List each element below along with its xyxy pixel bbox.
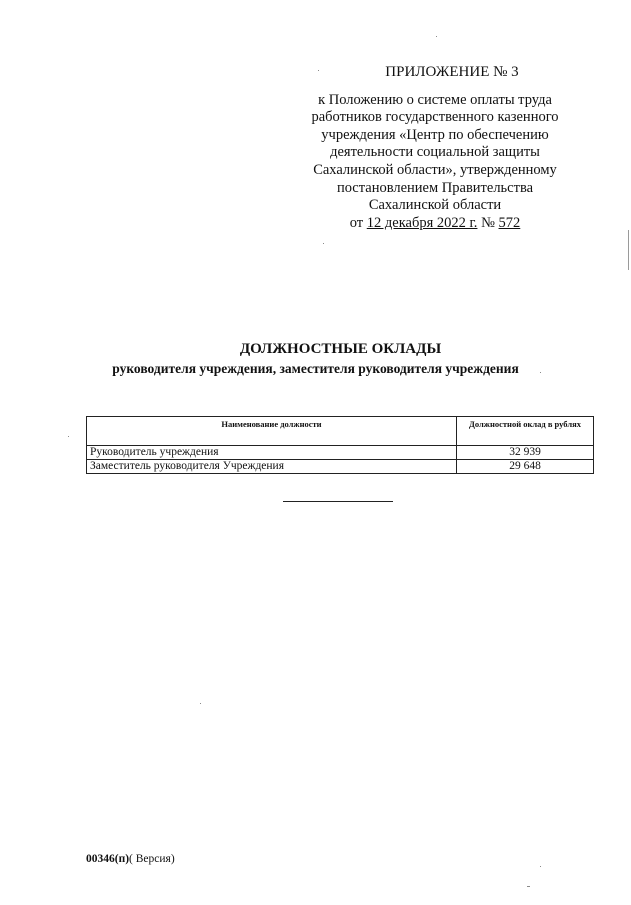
approval-date: 12 декабря 2022 г. xyxy=(366,214,478,231)
annex-line: постановлением Правительства xyxy=(336,179,534,196)
annex-line: учреждения «Центр по обеспечению xyxy=(321,126,549,143)
document-version: ( Версия) xyxy=(129,853,175,865)
document-heading xyxy=(0,340,631,377)
position-cell: Руководитель учреждения xyxy=(87,446,457,460)
annex-title: ПРИЛОЖЕНИЕ № 3 xyxy=(385,64,519,80)
document-code xyxy=(86,853,175,865)
scan-speck xyxy=(323,243,324,244)
annex-line: работников государственного казенного xyxy=(311,109,559,126)
scan-speck xyxy=(200,703,201,704)
heading-title: ДОЛЖНОСТНЫЕ ОКЛАДЫ xyxy=(239,341,442,357)
annex-block xyxy=(300,64,570,232)
scan-speck xyxy=(318,70,319,71)
table-header-row xyxy=(87,417,594,446)
header-salary: Должностной оклад в рублях xyxy=(457,417,594,446)
salary-cell: 29 648 xyxy=(457,460,594,474)
scan-edge-mark xyxy=(628,230,629,270)
salary-cell: 32 939 xyxy=(457,446,594,460)
table-row xyxy=(87,446,594,460)
header-position: Наименование должности xyxy=(87,417,457,446)
approval-prefix: от xyxy=(349,214,364,231)
annex-line: деятельности социальной защиты xyxy=(330,144,540,161)
scan-speck xyxy=(540,372,541,373)
scan-speck xyxy=(68,436,69,437)
approval-number: 572 xyxy=(498,214,521,231)
heading-subtitle: руководителя учреждения, заместителя руководителя учреждения xyxy=(112,361,519,376)
end-rule xyxy=(283,501,393,502)
document-code-number: 00346(п) xyxy=(86,853,130,865)
annex-line: Сахалинской области», утвержденному xyxy=(313,161,557,178)
approval-line xyxy=(300,215,570,233)
scan-speck xyxy=(527,886,530,887)
annex-line: к Положению о системе оплаты труда xyxy=(318,91,552,108)
annex-line: Сахалинской области xyxy=(368,197,502,214)
approval-number-label: № xyxy=(481,214,495,231)
position-cell: Заместитель руководителя Учреждения xyxy=(87,460,457,474)
table-row xyxy=(87,460,594,474)
annex-text xyxy=(300,92,570,233)
salary-table xyxy=(86,416,594,474)
scan-speck xyxy=(436,36,437,37)
scan-speck xyxy=(540,866,541,867)
